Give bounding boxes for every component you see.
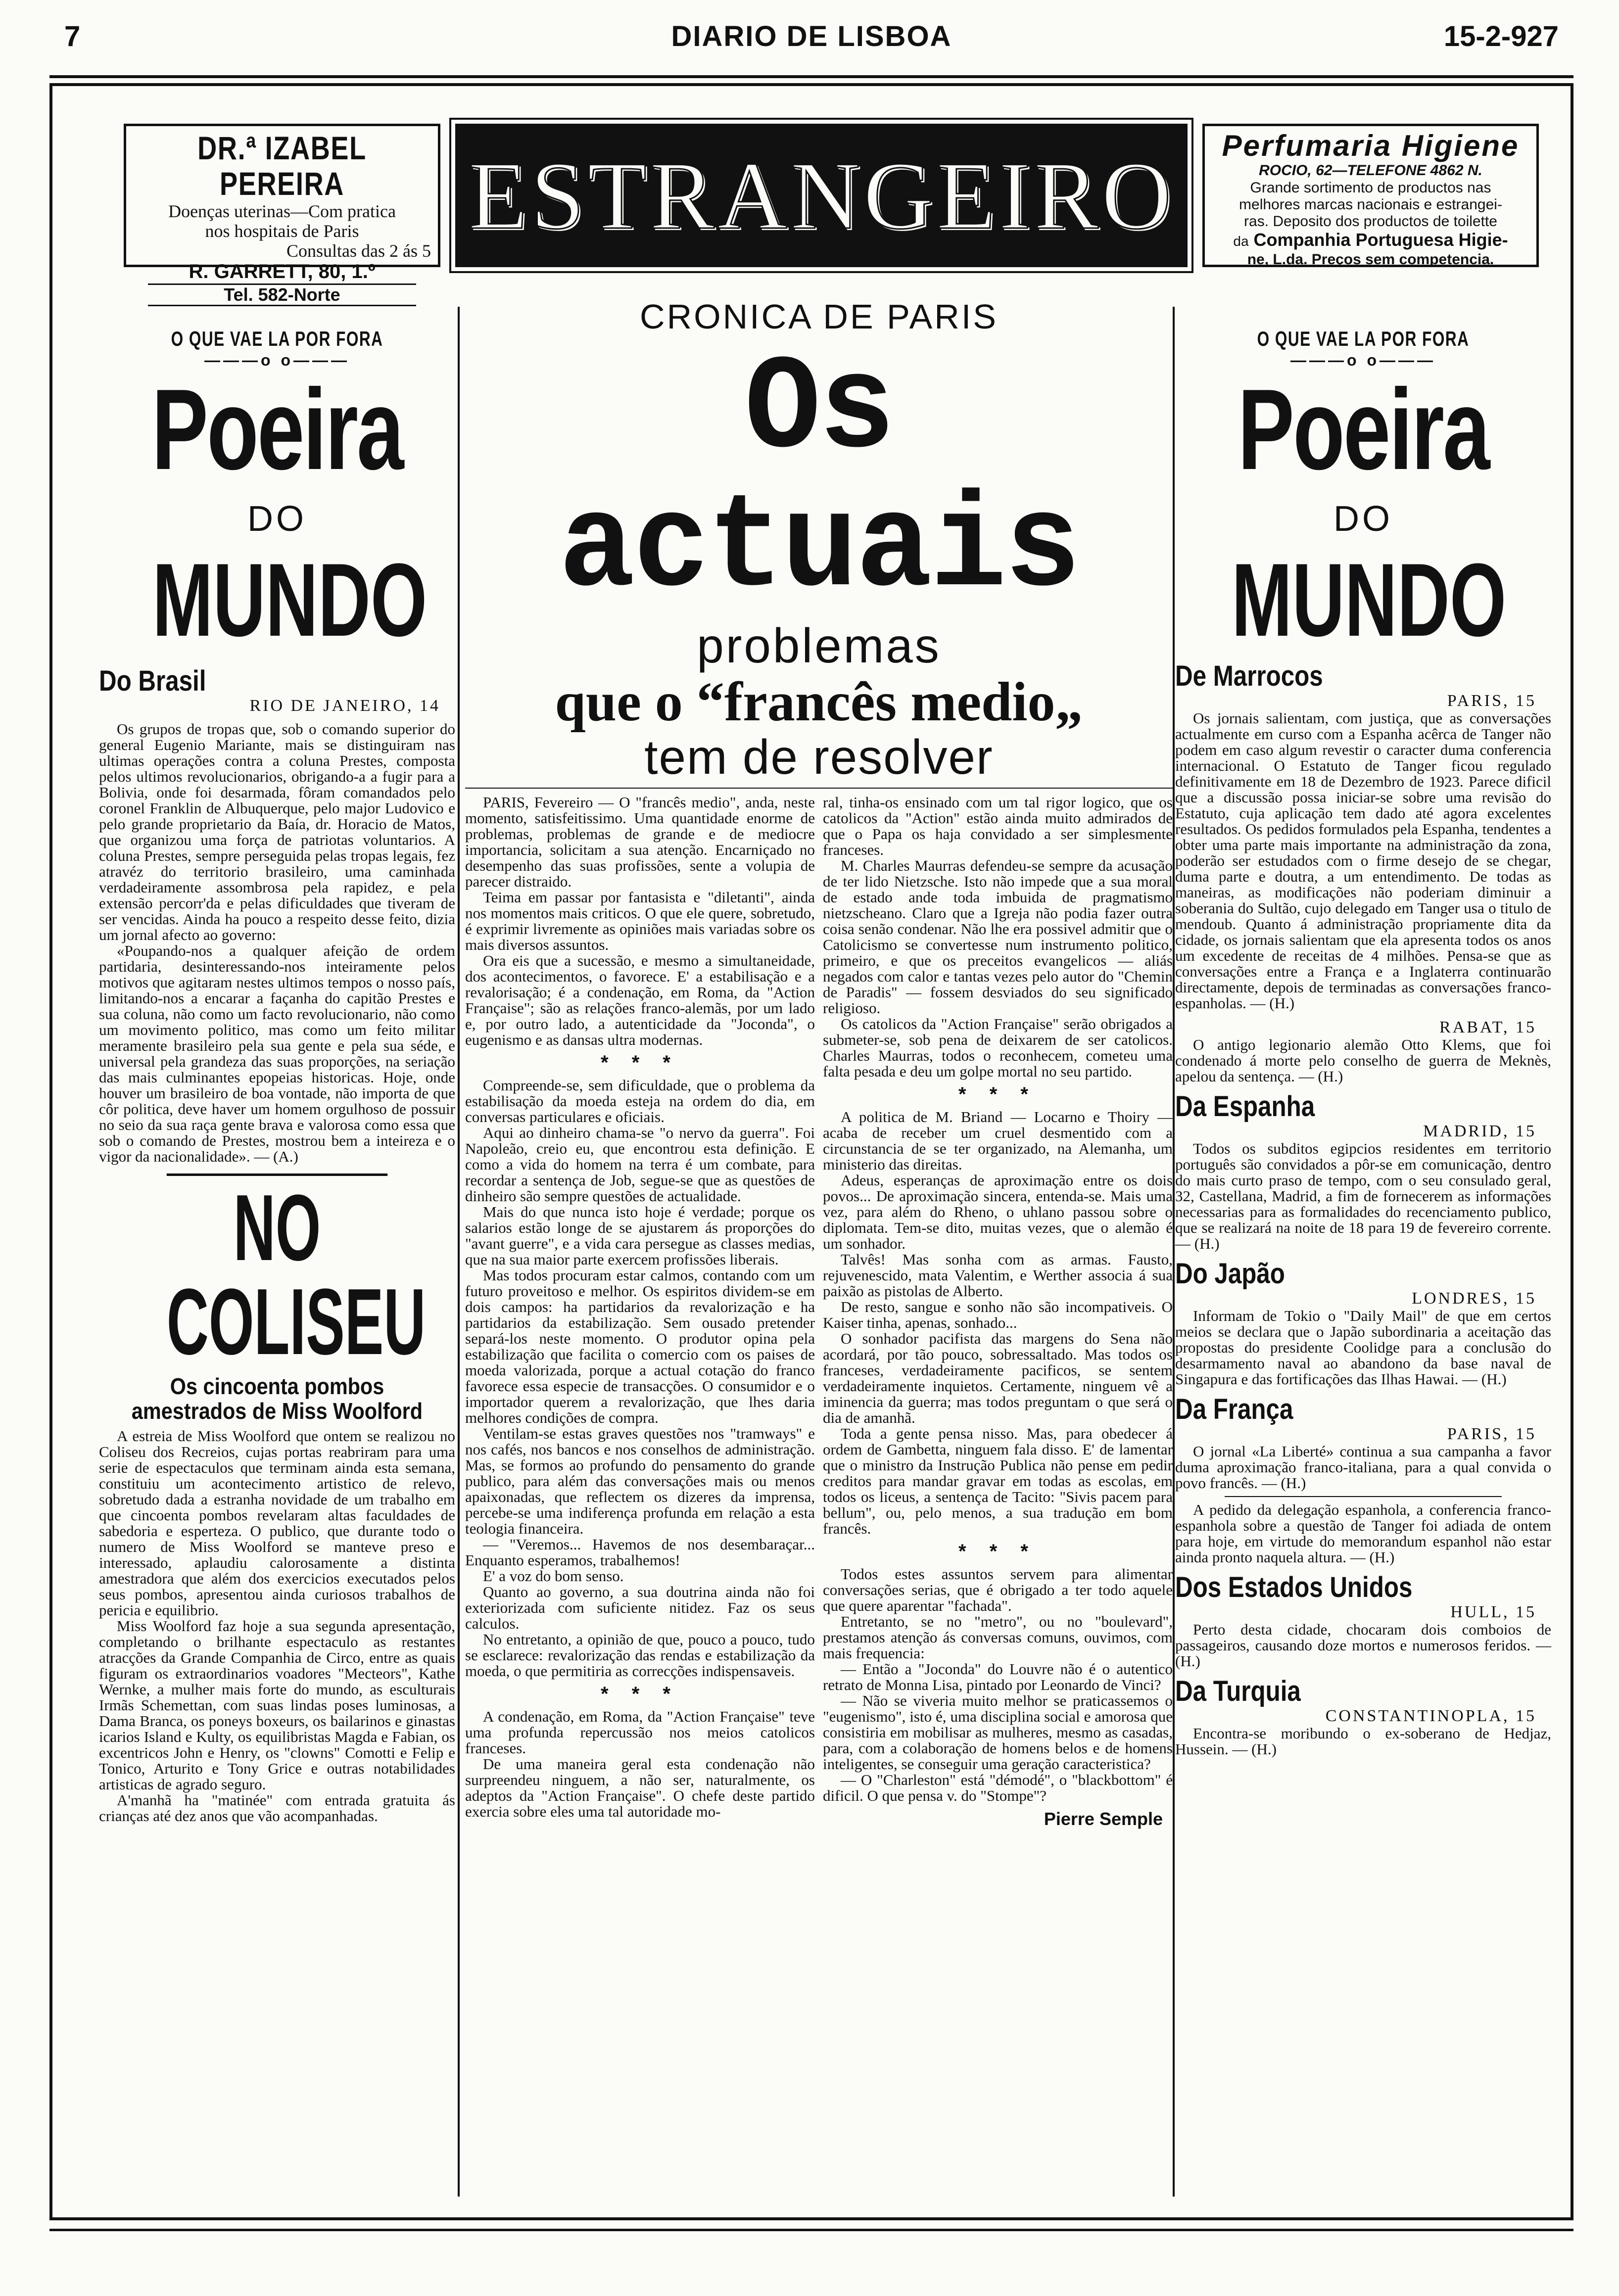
headline-poeira: Poeira — [151, 366, 403, 494]
headline-os-actuais: Os actuais — [559, 335, 1079, 625]
paragraph: Ora eis que a sucessão, e mesmo a simultaneidade, dos acontecimentos, o favorece. E' a estabilisação e a revalorisação; é a condenação, em Roma, da "Action Française"; são as relações franco-alemãs, por um lado e, por outro lado, a autenticidade da "Joconda", o eugenismo e as dansas ultra modernas. — [465, 952, 815, 1048]
paragraph: Miss Woolford faz hoje a sua segunda apresentação, completando o brilhante espectaculo as restantes atracções da Grande Companhia de Circo, entre as quais figuram os extraordinarios voadores "Mecteors", Kathe Wernke, a mulher mais forte do mundo, as esculturais Irmãs Schemettan, com suas lindas poses luminosas, a Dama Branca, os poneys boxeurs, os bailarinos e ginastas icarios Island e Kulty, os equilibristas Magda e Fabian, os excentricos John e Henry, os "clowns" Comotti e Felip e Tonico, Arturito e Tony Grice e outras notabilidades artisticas de agrado seguro. — [99, 1617, 455, 1793]
paragraph: «Poupando-nos a qualquer afeição de ordem partidaria, desinteressando-nos inteiramente pelos motivos que agitaram nestes ultimos tempos o nosso país, limitando-nos a encarar a façanha do capitão Prestes e sua coluna, não como um facto revolucionario, não como um movimento politico, mas como um feito militar meramente brasileiro pela sua gente e pela sua séde, e universal pela grandeza das suas proporções, na seriação das mais culminantes epopeias historicas. Hoje, onde houver um brasileiro de boa vontade, não importa de que côr politica, deve haver um homem orgulhoso de possuir no seio da sua raça gente brava e valorosa como essa que sob o comando de Prestes, mostrou bem a inteireza e o vigor da nacionalidade». — (A.) — [99, 942, 455, 1165]
section-kicker: O QUE VAE LA POR FORA — [171, 327, 383, 350]
paragraph: Entretanto, se no "metro", ou no "boulevard", prestamos atenção ás conversas comuns, ouvimos, com mais frequencia: — [823, 1613, 1173, 1662]
article-espanha — [1175, 1141, 1551, 1252]
separator-stars: * * * — [958, 1083, 1037, 1105]
ad-company-tail: ne, L.da. Preços sem competencia. — [1247, 251, 1494, 268]
headline-do: DO — [247, 499, 307, 539]
headline-poeira: Poeira — [1238, 366, 1489, 494]
article-japao — [1175, 1308, 1551, 1387]
issue-date: 15-2-927 — [1443, 20, 1559, 52]
ad-company — [1212, 230, 1529, 251]
article-column — [465, 795, 815, 1829]
divider — [1225, 1496, 1502, 1497]
ad-telephone: Tel. 582-Norte — [148, 283, 416, 306]
middle-column — [465, 297, 1173, 1829]
paragraph: Talvês! Mas sonha com as armas. Fausto, rejuvenescido, mata Valentim, e Werther associa á sua paixão as pistolas de Alberto. — [823, 1251, 1173, 1300]
paragraph: — Então a "Joconda" do Louvre não é o autentico retrato de Monna Lisa, pintado por Leonardo de Vinci? — [823, 1660, 1173, 1693]
paragraph: Mais do que nunca isto hoje é verdade; porque os salarios estão longe de se ajustarem ás proporções do "avant guerre", e a vida cara persegue as classes medias, que na sua maior parte exercem profissões liberais. — [465, 1203, 815, 1268]
subhead-espanha: Da Espanha — [1175, 1090, 1315, 1123]
paragraph: De resto, sangue e sonho não são incompativeis. O Kaiser tinha, apenas, sonhado... — [823, 1298, 1173, 1331]
dateline: MADRID, 15 — [1423, 1122, 1536, 1140]
paragraph: Aqui ao dinheiro chama-se "o nervo da guerra". Foi Napoleão, creio eu, que encontrou esta definição. E como a vida do homem na terra é um combate, para recordar a sentença de Job, segue-se que as questões de dinheiro são sempre questões de actualidade. — [465, 1124, 815, 1205]
paragraph: O sonhador pacifista das margens do Sena não acordará, por tão pouco, sobressaltado. Mas todos os franceses, verdadeiramente pacificos, se sentem verdadeiramente inquietos. Certamente, ninguem vê a iminencia da guerra; mas todos preguntam o que será o dia de amanhã. — [823, 1330, 1173, 1426]
dateline: RIO DE JANEIRO, 14 — [249, 697, 440, 715]
article-brasil — [99, 721, 455, 1165]
paragraph: Os jornais salientam, com justiça, que as conversações actualmente em curso com a Espanha acêrca de Tanger não podem em caso algum revestir o caracter duma conferencia internacional. O Estatuto de Tanger ficou regulado definitivamente em 18 de Dezembro de 1923. Parece dificil que a discussão possa iniciar-se sobre uma revisão do Estatuto, cuja aplicação tem dado até agora excelentes resultados. Os pedidos formulados pela Espanha, tendentes a obter uma parte mais importante na administração da zona, poderão ser estudados com o firme desejo de se chegar, duma parte e doutra, a um entendimento. De todas as maneiras, as modificações não poderiam diminuir a soberania do Sultão, cujo delegado em Tanger usa o titulo de mendoub. Quanto á administração propriamente dita da cidade, os jornais salientam que ela apresenta todos os anos um excedente de receitas de 4 milhões. Pensa-se que as conversações entre a França e a Inglaterra continuarão directamente, depois de terminadas as conversações franco-espanholas. — (H.) — [1175, 709, 1551, 1012]
paragraph: O antigo legionario alemão Otto Klems, que foi condenado á morte pelo conselho de guerra de Meknès, apelou da sentença. — (H.) — [1175, 1036, 1551, 1085]
paragraph: A politica de M. Briand — Locarno e Thoiry — acaba de receber um cruel desmentido com a circunstancia de se ter organizado, na Alemanha, um ministerio das direitas. — [823, 1108, 1173, 1173]
ad-address: ROCIO, 62—TELEFONE 4862 N. — [1259, 162, 1482, 179]
paragraph: De uma maneira geral esta condenação não surpreendeu ninguem, a não ser, naturalmente, os adeptos da "Action Française". O chefe deste partido exercia sobre eles uma tal autoridade mo- — [465, 1755, 815, 1820]
headline-coliseu: NO COLISEU — [167, 1173, 387, 1369]
article-coliseu — [99, 1428, 455, 1824]
section-banner — [455, 124, 1188, 267]
paragraph: A pedido da delegação espanhola, a conferencia franco-espanhola sobre a questão de Tanger foi adiada de ontem para hoje, em virtude do memorandum espanhol não estar ainda pronto naquela altura. — (H.) — [1175, 1501, 1551, 1566]
dateline: LONDRES, 15 — [1412, 1289, 1536, 1308]
section-title: ESTRANGEIRO — [468, 141, 1175, 249]
ad-line: melhores marcas nacionais e estrangei- — [1239, 196, 1502, 213]
dateline: RABAT, 15 — [1439, 1018, 1536, 1036]
headline-mundo: MUNDO — [1232, 542, 1507, 658]
paragraph: A estreia de Miss Woolford que ontem se realizou no Coliseu dos Recreios, cujas portas reabriram para uma serie de espectaculos que terminam ainda esta semana, constituiu um acontecimento artistico de relevo, sobretudo dada a estranha novidade de um trabalho em que cincoenta pombos revelaram altas faculdades de sabedoria e esperteza. O publico, que durante todo o numero de Miss Woolford se manteve preso e interessado, aplaudiu calorosamente a distinta amestradora que além dos exercicios executados pelos seus pombos, apresentou ainda curiosos trabalhos de pericia e equilibrio. — [99, 1427, 455, 1619]
paragraph: Toda a gente pensa nisso. Mas, para obedecer á ordem de Gambetta, ninguem fala disso. E' de lamentar que o ministro da Instrução Publica não pense em pedir creditos para mandar gravar em todas as escolas, em todos os liceus, a sentença de Tacito: "Sivis pacem para bellum", ou, pelo menos, a sua tradução em bom francês. — [823, 1425, 1173, 1537]
flourish: ———o o——— — [1290, 351, 1436, 369]
headline-mundo: MUNDO — [152, 542, 428, 658]
paragraph: — Não se viveria muito melhor se praticassemos o "eugenismo", isto é, uma disciplina social e amorosa que consistiria em mobilisar as mulheres, mesmo as casadas, para, com a colaboração de homens belos e de homens inteligentes, se conseguir uma geração caracteristica? — [823, 1692, 1173, 1773]
headline-line: problemas — [697, 618, 941, 673]
article-column — [823, 795, 1173, 1829]
article-turquia — [1175, 1726, 1551, 1757]
ad-line: Grande sortimento de productos nas — [1250, 180, 1491, 196]
paragraph: A condenação, em Roma, da "Action Française" teve uma profunda repercussão nos meios catolicos franceses. — [465, 1708, 815, 1757]
divider — [465, 788, 1173, 789]
right-column — [1175, 297, 1551, 1757]
bottom-rule — [49, 2229, 1573, 2231]
ad-line: Doenças uterinas—Com pratica — [168, 201, 396, 221]
article-marrocos — [1175, 710, 1551, 1011]
ad-company-name: Companhia Portuguesa Higie- — [1253, 230, 1508, 250]
ad-name: DR.ª IZABEL PEREIRA — [197, 130, 367, 202]
left-column — [99, 297, 455, 1824]
ad-line: nos hospitais de Paris — [205, 221, 359, 241]
section-kicker: O QUE VAE LA POR FORA — [1257, 327, 1470, 350]
ad-perfumaria-higiene — [1202, 124, 1539, 267]
article-columns — [465, 795, 1173, 1829]
newspaper-masthead: DIARIO DE LISBOA — [671, 20, 952, 52]
headline-line: tem de resolver — [644, 730, 994, 784]
subhead-brasil: Do Brasil — [99, 665, 206, 697]
paragraph: Os grupos de tropas que, sob o comando superior do general Eugenio Mariante, mais se distinguiram nas ultimas operações contra a coluna Prestes, composta pelos ultimos revolucionarios, obrigando-a a fugir para a Bolivia, onde foi desarmada, fôram comandados pelo coronel Franklin de Albuquerque, pelo major Ludovico e pelo grande proprietario da Baía, dr. Horacio de Matos, que organizou uma força de patriotas voluntarios. A coluna Prestes, sempre perseguida pelas tropas legais, fez atravéz do territorio brasileiro, uma caminhada verdadeiramente assombrosa pela rapidez, e pela extensão percorr'da e pelas dificuldades que tiveram de ser vencidas. Ainda ha pouco a respeito desse feito, dizia um jornal afecto ao governo: — [99, 720, 455, 943]
ad-izabel-pereira — [124, 124, 440, 305]
separator-stars: * * * — [601, 1683, 679, 1705]
page-header — [64, 20, 1559, 64]
paragraph: M. Charles Maurras defendeu-se sempre da acusação de ter lido Nietzsche. Isto não impede que a sua moral de estado ande toda imbuida de pragmatismo nietzscheano. Claro que a Igreja não podia fazer outra coisa senão condenar. Não lhe era possivel admitir que o Catolicismo se convertesse num instrumento politico, primeiro, e que os preceitos evangelicos — aliás negados com calor e tantas vezes pelo autor do "Chemin de Paradis" — fossem desviados do seu significado religioso. — [823, 857, 1173, 1017]
separator-stars: * * * — [958, 1541, 1037, 1562]
subhead-japao: Do Japão — [1175, 1258, 1285, 1290]
ad-line: ras. Deposito dos productos de toilette — [1244, 213, 1497, 230]
paragraph: Ventilam-se estas graves questões nos "tramways" e nos cafés, nos bancos e nos conselhos de administração. Mas, se formos ao profundo do pensamento do grande publico, para além das conversações mais ou menos apaixonadas, que reflectem os dizeres da imprensa, percebe-se uma indiferença profunda em relação a esta teologia financeira. — [465, 1425, 815, 1537]
column-rule — [1173, 307, 1175, 2197]
article-estados-unidos — [1175, 1622, 1551, 1669]
ad-line: Consultas das 2 ás 5 — [286, 241, 431, 261]
paragraph: ral, tinha-os ensinado com um tal rigor logico, que os catolicos da "Action" estão ainda muito admirados de que o Papa os haja convidado a ser simplesmente franceses. — [823, 794, 1173, 858]
headline-line: que o “francês medio„ — [555, 671, 1083, 733]
paragraph: Compreende-se, sem dificuldade, que o problema da estabilisação da moeda esteja na ordem do dia, em conversas particulares e oficiais. — [465, 1077, 815, 1125]
flourish: ———o o——— — [204, 351, 350, 369]
paragraph: O jornal «La Liberté» continua a sua campanha a favor duma aproximação franco-italiana, para a qual convida o povo francês. — (H.) — [1175, 1443, 1551, 1492]
paragraph: — "Veremos... Havemos de nos desembaraçar... Enquanto esperamos, trabalhemos! — [465, 1536, 815, 1569]
dateline: HULL, 15 — [1450, 1603, 1536, 1621]
article-franca — [1175, 1444, 1551, 1565]
top-rule — [49, 75, 1573, 78]
page-number: 7 — [64, 20, 81, 52]
paragraph: Informam de Tokio o "Daily Mail" de que em certos meios se declara que o Japão subordinaria a aceitação das propostas do presidente Coolidge para a conclusão do desarmamento naval ao abandono da base naval de Singapura e das fortificações das Ilhas Hawai. — (H.) — [1175, 1307, 1551, 1388]
ad-address: R. GARRETT, 80, 1.º — [189, 261, 376, 282]
dateline: PARIS, 15 — [1447, 1425, 1536, 1443]
ad-name: Perfumaria Higiene — [1222, 129, 1520, 162]
subhead-turquia: Da Turquia — [1175, 1675, 1301, 1707]
paragraph: A'manhã ha "matinée" com entrada gratuita ás crianças até dez anos que vão acompanhadas. — [99, 1791, 455, 1825]
paragraph: E' a voz do bom senso. — [483, 1567, 624, 1585]
paragraph: Mas todos procuram estar calmos, contando com um futuro proveitoso e melhor. Os espiritos dividem-se em dois campos: ha partidarios da revalorização e ha partidarios da estabilização. Sem ousado pretender separá-los neste momento. O produtor opina pela estabilização que facilita o comercio com os paises de moeda valorizada, porque a actual cotação do franco favorece essa especie de transacções. O consumidor e o importador querem a revalorização, que lhes daria melhores condições de compra. — [465, 1266, 815, 1426]
subhead-marrocos: De Marrocos — [1175, 660, 1323, 692]
subhead-estados-unidos: Dos Estados Unidos — [1175, 1571, 1413, 1603]
paragraph: Adeus, esperanças de aproximação entre os dois povos... De aproximação sincera, entenda-se. Mais uma vez, para além do Rheno, o uhlano passou sobre o diplomata. Tem-se dito, muitas vezes, que o alemão é um sonhador. — [823, 1171, 1173, 1252]
paragraph: Teima em passar por fantasista e "diletanti", ainda nos momentos mais criticos. O que ele quere, sobretudo, é exprimir livremente as opiniões mais variadas sobre os mais diversos assuntos. — [465, 889, 815, 953]
paragraph: Encontra-se moribundo o ex-soberano de Hedjaz, Hussein. — (H.) — [1175, 1725, 1551, 1758]
paragraph: Todos os subditos egipcios residentes em territorio português são convidados a pôr-se em comunicação, dentro do mais curto praso de tempo, com o seu consulado geral, 32, Castellana, Madrid, a fim de fornecerem as informações necessarias para as formalidades do recenciamento publico, que se realizará na noite de 18 para 19 de fevereiro corrente. — (H.) — [1175, 1140, 1551, 1252]
dateline: PARIS, 15 — [1447, 692, 1536, 710]
ad-line: da — [1233, 234, 1249, 249]
author-signature: Pierre Semple — [1044, 1809, 1163, 1829]
paragraph: No entretanto, a opinião de que, pouco a pouco, tudo se esclarece: revalorização das rendas e estabilização da moeda, o que permitiria as correcções indispensaveis. — [465, 1631, 815, 1680]
subhead-franca: Da França — [1175, 1393, 1293, 1425]
article-rabat — [1175, 1037, 1551, 1084]
dateline: CONSTANTINOPLA, 15 — [1325, 1707, 1536, 1725]
paragraph: PARIS, Fevereiro — O "francês medio", anda, neste momento, satisfeitissimo. Uma quantidade enorme de problemas, problemas de grande e de mediocre importancia, solicitam a sua atenção. Encarniçado no desempenho das suas profissões, sente a volupia de parecer distraido. — [465, 794, 815, 890]
paragraph: Quanto ao governo, a sua doutrina ainda não foi exteriorizada com suficiente nitidez. Faz os seus calculos. — [465, 1583, 815, 1632]
paragraph: Perto desta cidade, chocaram dois comboios de passageiros, causando doze mortos e numerosos feridos. — (H.) — [1175, 1621, 1551, 1670]
separator-stars: * * * — [601, 1052, 679, 1074]
subhead-coliseu: Os cincoenta pombos amestrados de Miss Woolford — [131, 1373, 423, 1424]
paragraph: — O "Charleston" está "démodé", o "blackbottom" é dificil. O que pensa v. do "Stompe"? — [823, 1771, 1173, 1804]
section-kicker: CRONICA DE PARIS — [640, 297, 998, 336]
headline-do: DO — [1333, 499, 1393, 539]
column-rule — [458, 307, 460, 2197]
paragraph: Os catolicos da "Action Française" serão obrigados a submeter-se, sob pena de deixarem de ser catolicos. Charles Maurras, todos o reconhecem, cometeu uma falta pesada e deu um golpe mortal no seu partido. — [823, 1015, 1173, 1080]
paragraph: Todos estes assuntos servem para alimentar conversações serias, que é obrigado a ter todo aquele que quere aparentar "fachada". — [823, 1565, 1173, 1614]
